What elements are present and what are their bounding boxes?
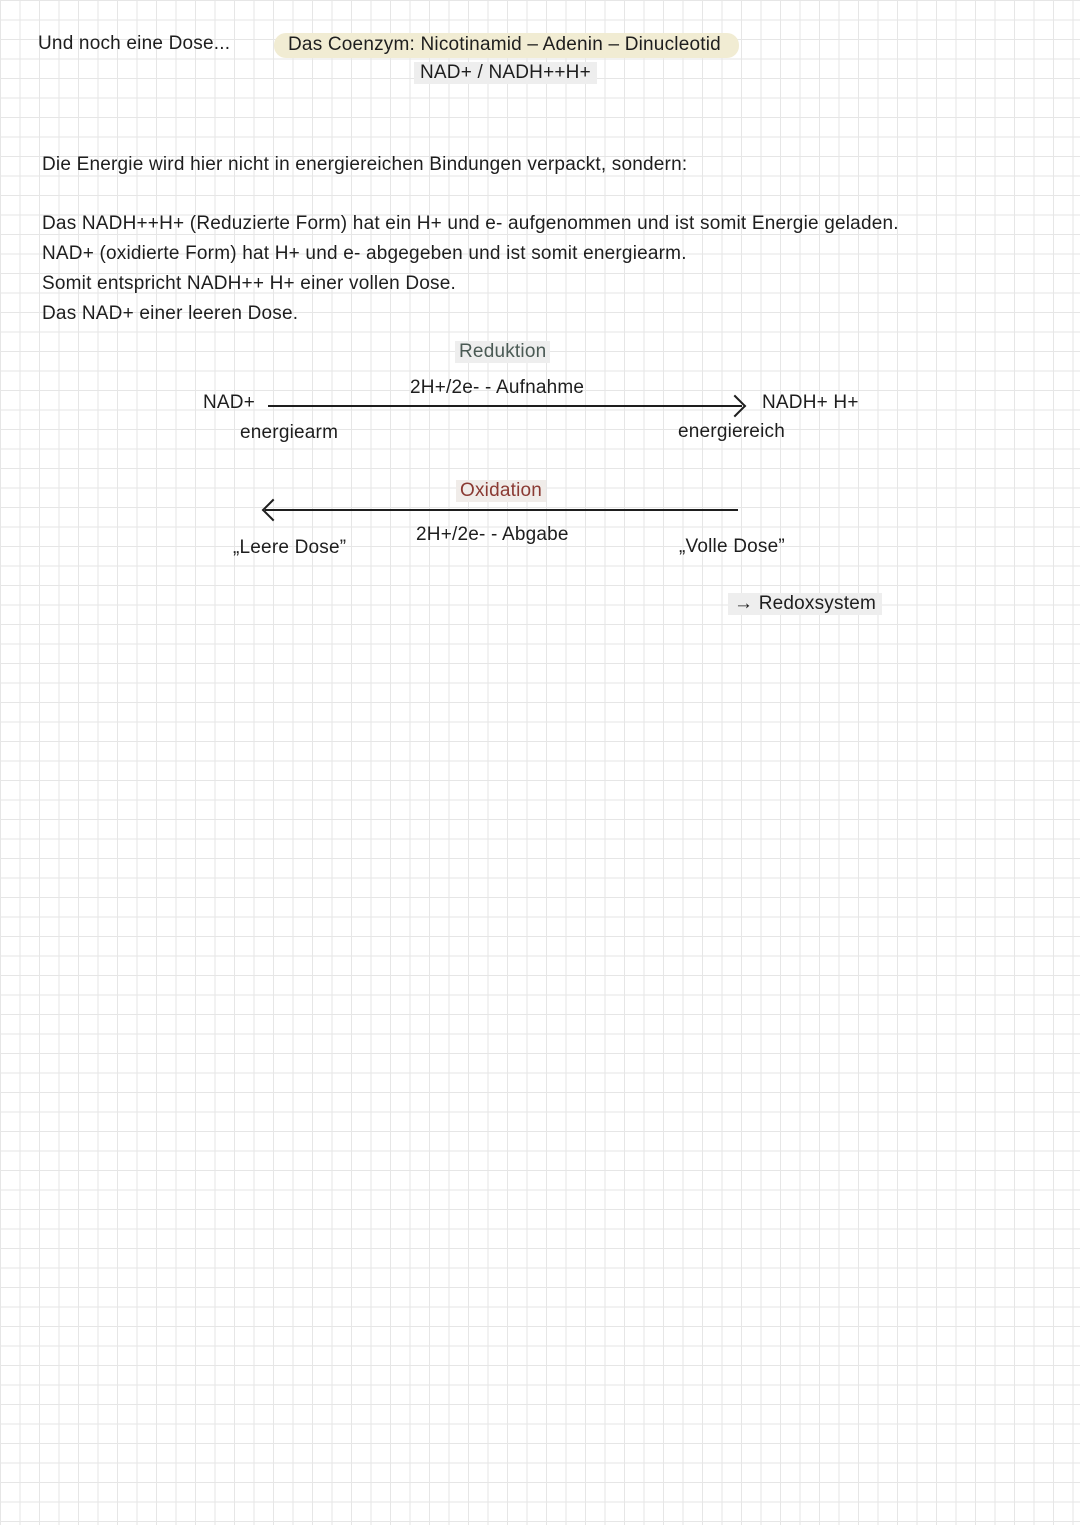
- oxidation-detail: 2H+/2e- - Abgabe: [416, 524, 569, 545]
- conclusion-text: Redoxsystem: [758, 593, 876, 614]
- paragraph-line-4: Das NAD+ einer leeren Dose.: [42, 303, 299, 324]
- page-title: [274, 33, 739, 58]
- conclusion: [728, 593, 882, 615]
- paragraph-line-1: Das NADH++H+ (Reduzierte Form) hat ein H+ und e- aufgenommen und ist somit Energie geladen.: [42, 213, 899, 234]
- left-state: energiearm: [240, 422, 339, 443]
- reduction-detail: 2H+/2e- - Aufnahme: [410, 377, 585, 398]
- oxidation-arrow-line: [265, 509, 738, 511]
- oxidation-arrow-head-icon: [262, 499, 285, 522]
- formula-heading: [414, 62, 597, 84]
- paragraph-line-3: Somit entspricht NADH++ H+ einer vollen Dose.: [42, 273, 456, 294]
- right-can-label: „Volle Dose”: [679, 536, 785, 557]
- left-can-label: „Leere Dose”: [233, 537, 347, 558]
- explanation-paragraph: [42, 209, 899, 329]
- intro-sentence: Die Energie wird hier nicht in energiereichen Bindungen verpackt, sondern:: [42, 154, 688, 175]
- conclusion-arrow-icon: →: [734, 593, 754, 614]
- page-title-text: Das Coenzym: Nicotinamid – Adenin – Dinucleotid: [288, 34, 721, 55]
- left-species: NAD+: [203, 392, 256, 413]
- reduction-arrow-head-icon: [724, 395, 747, 418]
- oxidation-label: Oxidation: [456, 480, 546, 502]
- paragraph-line-2: NAD+ (oxidierte Form) hat H+ und e- abgegeben und ist somit energiearm.: [42, 243, 687, 264]
- formula-text: NAD+ / NADH++H+: [420, 62, 591, 83]
- reduction-arrow-line: [268, 405, 742, 407]
- right-state: energiereich: [678, 421, 785, 442]
- right-species: NADH+ H+: [762, 392, 859, 413]
- intro-text: Und noch eine Dose...: [38, 33, 231, 54]
- reduction-label: Reduktion: [455, 341, 550, 363]
